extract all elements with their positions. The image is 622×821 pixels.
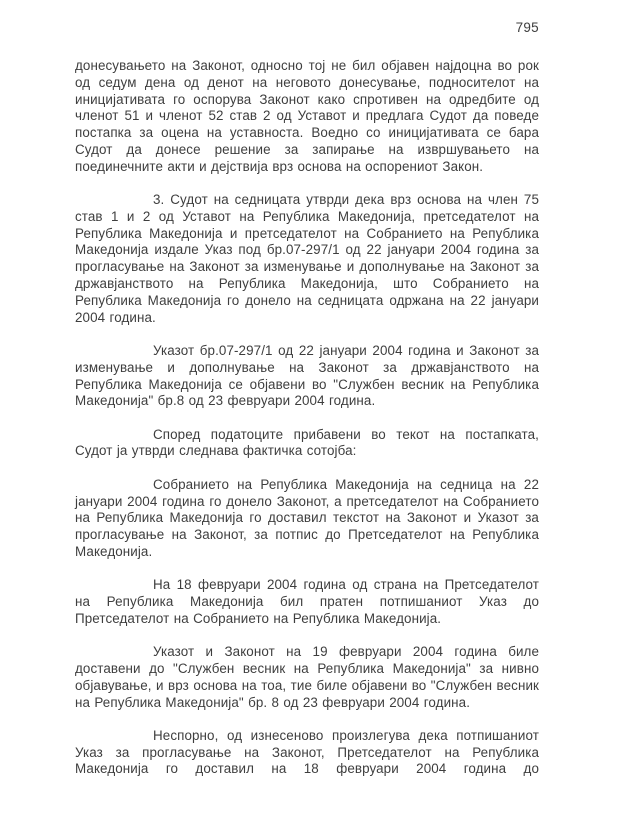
paragraph: Според податоците прибавени во текот на постапката, Судот ја утврди следнава фактичка сотојба: bbox=[75, 426, 539, 459]
page-number: 795 bbox=[515, 20, 539, 35]
paragraph: Указот бр.07-297/1 од 22 јануари 2004 година и Законот за изменување и дополнување на Законот за државјанството на Република Македонија се објавени во "Службен весник на Република Македонија" бр.8 од 23 февруари 2004 година. bbox=[75, 342, 539, 409]
paragraph: Указот и Законот на 19 февруари 2004 година биле доставени до "Службен весник на Република Македонија" за нивно објавување, и врз основа на тоа, тие биле објавени во "Службен весник на Република Македонија" бр. 8 од 23 февруари 2004 година. bbox=[75, 644, 539, 710]
paragraph: Собранието на Република Македонија на седница на 22 јануари 2004 година го донело Законот, а претседателот на Собранието на Република Македонија го доставил текстот на Законот и Указот за прогласување на Законот, за потпис до Претседателот на Република Македонија. bbox=[75, 476, 539, 559]
paragraph: донесувањето на Законот, односно тој не бил објавен најдоцна во рок од седум дена од денот на неговото донесување, подносителот на иницијативата го оспорува Законот како спротивен на одредбите од членот 51 и членот 52 став 2 од Уставот и предлага Судот да поведе постапка за оцена на уставноста. Воедно со иницијативата се бара Судот да донесе решение за запирање на извршувањето на поединечните акти и дејствија врз основа на оспорениот Закон. bbox=[75, 58, 539, 174]
paragraph: Неспорно, од изнесеново произлегува дека потпишаниот Указ за прогласување на Законот, Претседателот на Република Македонија го доставил на 18 февруари 2004 година до bbox=[75, 727, 539, 777]
document-body bbox=[75, 58, 539, 795]
paragraph: На 18 февруари 2004 година од страна на Претседателот на Република Македонија бил пратен потпишаниот Указ до Претседателот на Собранието на Република Македонија. bbox=[75, 577, 539, 626]
paragraph: 3. Судот на седницата утврди дека врз основа на член 75 став 1 и 2 од Уставот на Република Македонија, претседателот на Република Македонија и претседателот на Собранието на Република Македонија издале Указ под бр.07-297/1 од 22 јануари 2004 година за прогласување на Законот за изменување и дополнување на Законот за државјанството на Република Македонија, што Собранието на Република Македонија го донело на седницата одржана на 22 јануари 2004 година. bbox=[75, 192, 539, 325]
